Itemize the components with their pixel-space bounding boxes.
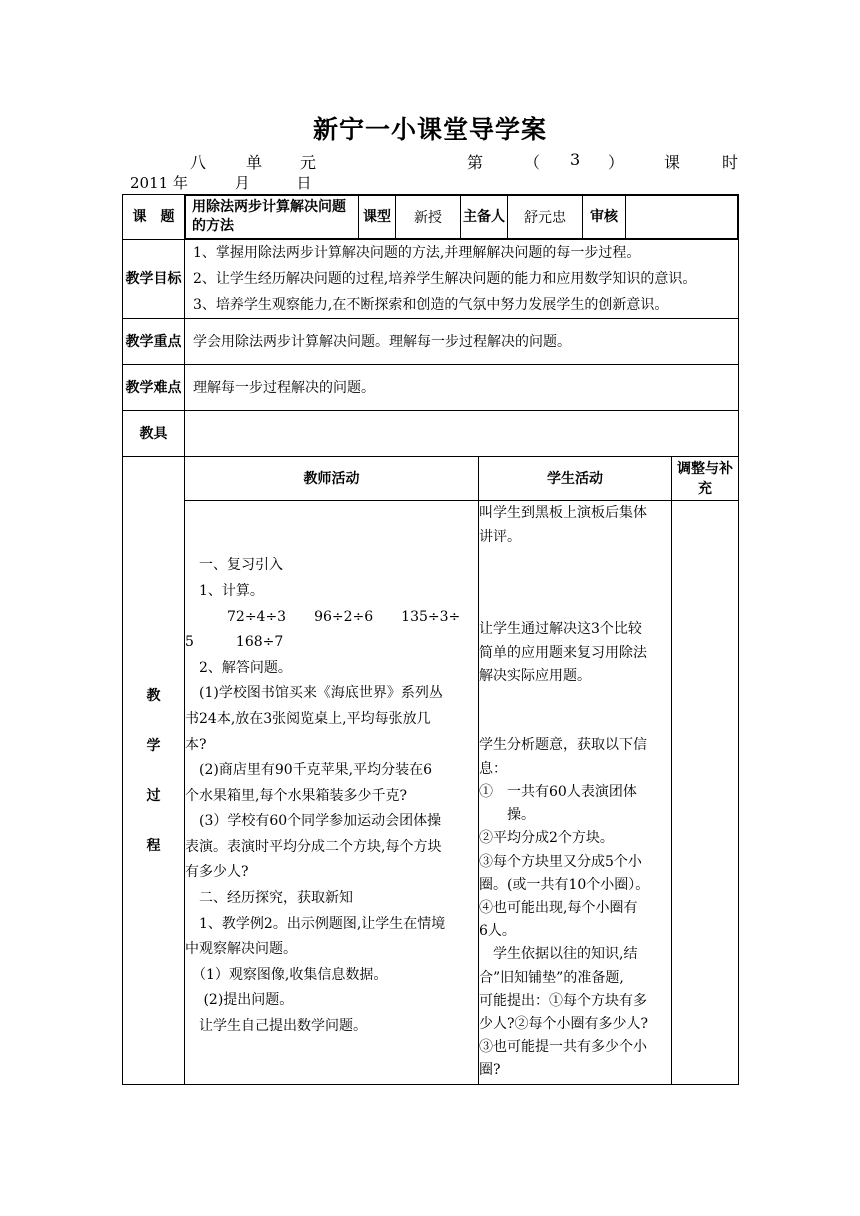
student-line: 学生依据以往的知识,结 <box>479 946 638 963</box>
goals-row <box>123 240 739 319</box>
difficulty-row <box>123 365 739 411</box>
review-label: 审核 <box>583 196 626 239</box>
tools-text <box>185 411 739 457</box>
type-value: 新授 <box>396 196 461 239</box>
teacher-line: （1）观察图像,收集信息数据。 <box>185 966 388 983</box>
teacher-line: 一、复习引入 <box>185 557 283 574</box>
teacher-activity-content <box>185 501 479 1085</box>
tools-label: 教具 <box>123 411 185 457</box>
adjust-content <box>672 501 739 1085</box>
teacher-line: 书24本,放在3张阅览桌上,平均每张放几 <box>185 710 431 727</box>
teacher-line: (2)商店里有90千克苹果,平均分装在6 <box>185 762 433 779</box>
topic-label: 课 题 <box>123 195 185 240</box>
student-line <box>479 595 671 618</box>
preparer-value: 舒元忠 <box>508 196 583 239</box>
teacher-activity-header: 教师活动 <box>185 457 479 501</box>
unit-char: 八 <box>190 153 207 172</box>
teacher-line: 本? <box>185 736 207 753</box>
review-value <box>626 196 738 239</box>
student-line: 圈? <box>479 1062 501 1079</box>
teacher-line: 有多少人? <box>185 864 249 881</box>
student-line <box>479 688 671 711</box>
lesson-char: ） <box>608 153 625 172</box>
student-line: 解决实际应用题。 <box>479 667 591 684</box>
lesson-char: 第 <box>467 153 484 172</box>
student-line: ① 一共有60人表演团体 <box>479 783 637 800</box>
lesson-number: 3 <box>570 150 581 169</box>
tools-row <box>123 411 739 457</box>
process-label-char: 学 <box>146 737 161 754</box>
unit-char: 元 <box>300 153 317 172</box>
difficulty-label: 教学难点 <box>123 365 185 411</box>
teacher-line: 二、经历探究，获取新知 <box>185 890 353 907</box>
student-line: 操。 <box>479 807 535 824</box>
teacher-line: 个水果箱里,每个水果箱装多少千克? <box>185 787 407 804</box>
preparer-label: 主备人 <box>461 196 508 239</box>
date-year: 2011 年 <box>130 174 188 192</box>
teacher-line: (2)提出问题。 <box>185 992 294 1009</box>
difficulty-text: 理解每一步过程解决的问题。 <box>185 365 739 411</box>
teacher-line: (1)学校图书馆买来《海底世界》系列丛 <box>185 685 443 702</box>
goal-item: 3、培养学生观察能力,在不断探索和创造的气氛中努力发展学生的创新意识。 <box>193 297 669 313</box>
lesson-plan-table <box>122 194 739 1085</box>
date-month: 月 <box>234 174 250 192</box>
topic-value: 用除法两步计算解决问题的方法 <box>186 196 359 239</box>
key-point-label: 教学重点 <box>123 319 185 365</box>
student-line: 叫学生到黑板上演板后集体 <box>479 505 647 522</box>
process-content-row <box>123 501 739 1085</box>
process-label-char: 程 <box>146 837 161 854</box>
adjust-header: 调整与补充 <box>672 457 739 501</box>
teacher-line: 1、计算。 <box>185 582 264 599</box>
key-point-row <box>123 319 739 365</box>
date-line <box>130 172 312 193</box>
student-line: 让学生通过解决这3个比较 <box>479 621 642 638</box>
info-row <box>123 195 739 240</box>
lesson-char: 时 <box>722 153 739 172</box>
student-line: 讲评。 <box>479 528 521 545</box>
student-line: 合”旧知铺垫”的准备题, <box>479 969 624 986</box>
student-line <box>479 549 671 572</box>
lesson-char: 课 <box>664 153 681 172</box>
student-line: 6人。 <box>479 923 516 940</box>
process-label-char: 教 <box>146 687 161 704</box>
student-line: 少人?②每个小圈有多少人? <box>479 1015 649 1032</box>
student-activity-content <box>479 501 672 1085</box>
student-line <box>479 572 671 595</box>
lesson-char: （ <box>524 153 541 172</box>
key-point-text: 学会用除法两步计算解决问题。理解每一步过程解决的问题。 <box>185 319 739 365</box>
teacher-line: 中观察解决问题。 <box>185 941 297 958</box>
type-label: 课型 <box>359 196 396 239</box>
student-line: ②平均分成2个方块。 <box>479 830 614 847</box>
page-title: 新宁一小课堂导学案 <box>312 115 547 144</box>
teacher-line: (3）学校有60个同学参加运动会团体操 <box>185 813 442 830</box>
teacher-line: 1、教学例2。出示例题图,让学生在情境 <box>185 915 446 932</box>
student-line: 圈。(或一共有10个小圈）。 <box>479 876 650 893</box>
student-line: ④也可能出现,每个小圈有 <box>479 899 638 916</box>
student-line: 可能提出：①每个方块有多 <box>479 992 647 1009</box>
goal-item: 2、让学生经历解决问题的过程,培养学生解决问题的能力和应用数学知识的意识。 <box>193 271 697 287</box>
student-line: ③每个方块里又分成5个小 <box>479 853 642 870</box>
student-line: 息： <box>479 760 507 777</box>
teacher-line: 让学生自己提出数学问题。 <box>185 1018 367 1035</box>
teacher-line: 2、解答问题。 <box>185 659 292 676</box>
student-activity-header: 学生活动 <box>479 457 672 501</box>
student-line: 学生分析题意，获取以下信 <box>479 737 647 754</box>
date-day: 日 <box>296 174 312 192</box>
student-line: ③也可能提一共有多少个小 <box>479 1039 647 1056</box>
student-line <box>479 711 671 734</box>
teacher-line: 表演。表演时平均分成二个方块,每个方块 <box>185 838 442 855</box>
process-label-char: 过 <box>146 787 161 804</box>
student-line: 简单的应用题来复习用除法 <box>479 644 647 661</box>
process-header-row <box>123 457 739 501</box>
goals-label: 教学目标 <box>123 240 185 319</box>
teacher-line: 5 168÷7 <box>185 634 284 651</box>
process-label <box>123 457 185 1085</box>
teacher-line: 72÷4÷3 96÷2÷6 135÷3÷ <box>185 608 461 625</box>
unit-char: 单 <box>246 153 263 172</box>
goal-item: 1、掌握用除法两步计算解决问题的方法,并理解解决问题的每一步过程。 <box>193 245 641 261</box>
